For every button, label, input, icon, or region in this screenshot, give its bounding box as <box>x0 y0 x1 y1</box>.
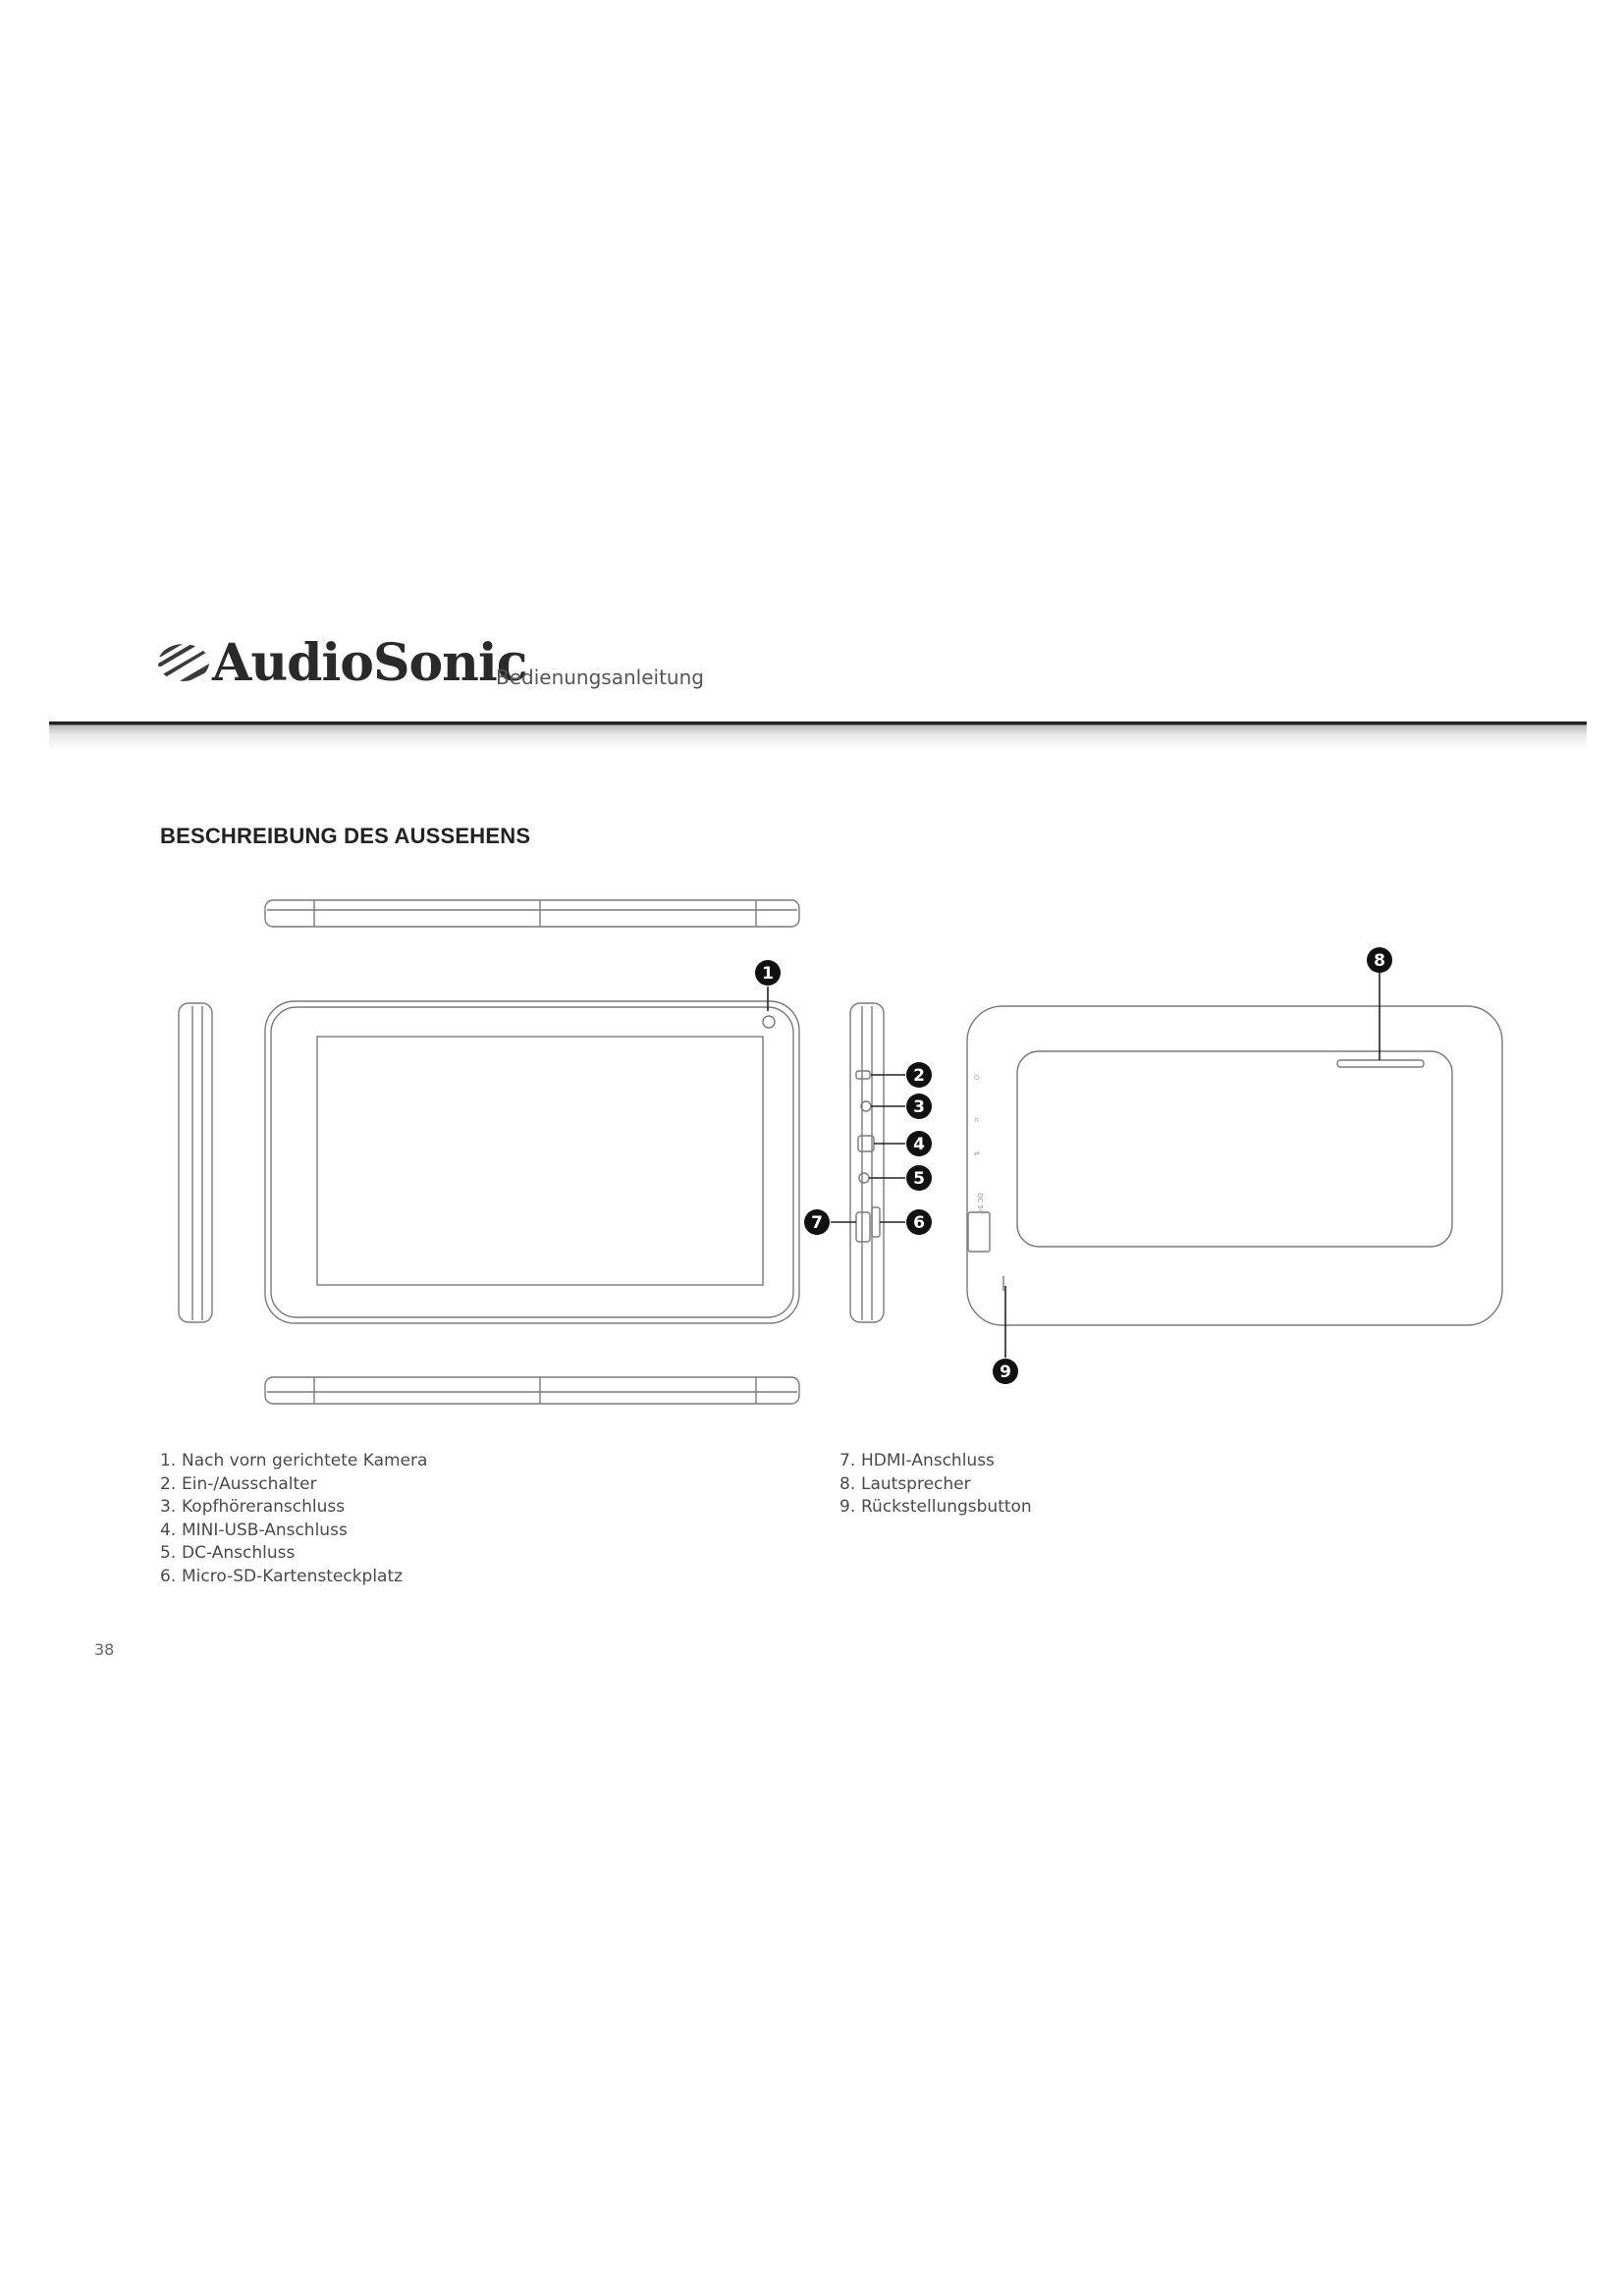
svg-text:∩: ∩ <box>974 1116 980 1124</box>
callout-9 <box>993 1359 1018 1384</box>
callout-8-label: 8 <box>1374 951 1385 971</box>
callout-2 <box>906 1062 932 1088</box>
legend-item-number: 7. <box>839 1451 856 1470</box>
svg-text:⏻: ⏻ <box>974 1074 980 1082</box>
legend-item-number: 4. <box>160 1520 177 1540</box>
tablet-left-side-view <box>179 1003 212 1322</box>
callout-1 <box>755 960 781 986</box>
tablet-bottom-edge-view <box>265 1377 799 1404</box>
legend-item-text: DC-Anschluss <box>182 1543 296 1564</box>
svg-text:⇌: ⇌ <box>974 1149 980 1157</box>
legend-item-text: Ein-/Ausschalter <box>182 1473 317 1494</box>
legend-list-left <box>160 1450 427 1589</box>
callout-7 <box>804 1209 830 1235</box>
legend-list-right <box>839 1450 1032 1520</box>
svg-text:DC 5V: DC 5V <box>976 1193 984 1214</box>
legend-item <box>160 1450 427 1473</box>
legend-item <box>160 1520 427 1543</box>
legend-item-text: HDMI-Anschluss <box>861 1451 995 1470</box>
legend-item-text: Micro-SD-Kartensteckplatz <box>182 1566 404 1586</box>
legend-item-text: Kopfhöreranschluss <box>182 1497 346 1518</box>
legend-item <box>160 1496 427 1520</box>
callout-6 <box>906 1209 932 1235</box>
callout-9-label: 9 <box>1000 1362 1011 1382</box>
legend-item-number: 1. <box>160 1451 177 1470</box>
page-number: 38 <box>94 1640 115 1659</box>
header-subtitle: Bedienungsanleitung <box>496 666 704 689</box>
legend-item <box>839 1496 1032 1520</box>
legend-item-number: 5. <box>160 1543 177 1564</box>
legend-item <box>839 1473 1032 1497</box>
legend-item-number: 8. <box>839 1473 856 1494</box>
device-diagram <box>157 888 1512 1409</box>
legend-item <box>160 1542 427 1566</box>
legend-item-number: 9. <box>839 1497 856 1518</box>
callout-6-label: 6 <box>913 1213 925 1233</box>
callout-1-label: 1 <box>762 964 774 984</box>
callout-2-label: 2 <box>913 1066 925 1086</box>
audiosonic-logo-icon <box>157 643 210 682</box>
legend-item <box>160 1566 427 1589</box>
section-title: BESCHREIBUNG DES AUSSEHENS <box>160 824 531 848</box>
callout-8 <box>1367 947 1392 973</box>
tablet-back-view <box>967 1006 1502 1325</box>
header-divider <box>49 721 1587 751</box>
callout-7-label: 7 <box>811 1213 823 1233</box>
tablet-top-edge-view <box>265 900 799 927</box>
brand-logo-text: AudioSonic <box>212 633 527 693</box>
tablet-right-side-view <box>850 1003 884 1322</box>
legend-item-text: MINI-USB-Anschluss <box>182 1520 348 1540</box>
legend-item-number: 6. <box>160 1566 177 1586</box>
tablet-front-view <box>265 1001 799 1323</box>
legend-item <box>839 1450 1032 1473</box>
callout-4-label: 4 <box>913 1135 925 1154</box>
legend-item-text: Nach vorn gerichtete Kamera <box>182 1451 428 1470</box>
legend-item <box>160 1473 427 1497</box>
callout-5 <box>906 1165 932 1191</box>
callout-5-label: 5 <box>913 1169 925 1189</box>
callout-3-label: 3 <box>913 1097 925 1117</box>
legend-item-number: 3. <box>160 1497 177 1518</box>
callout-4 <box>906 1131 932 1156</box>
callout-3 <box>906 1094 932 1119</box>
legend-item-text: Lautsprecher <box>861 1473 971 1494</box>
legend-item-number: 2. <box>160 1473 177 1494</box>
legend-item-text: Rückstellungsbutton <box>861 1497 1032 1518</box>
